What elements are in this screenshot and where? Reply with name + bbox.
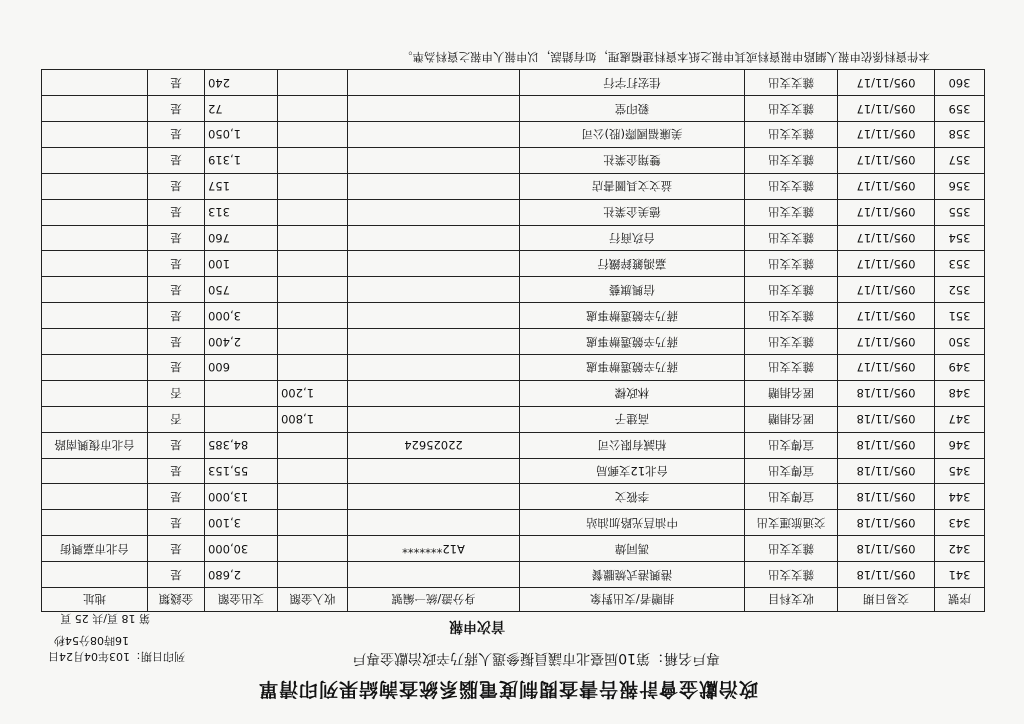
cell-expense (205, 380, 278, 406)
cell-category: 雜支支出 (745, 329, 838, 355)
cell-seq: 342 (935, 536, 985, 562)
cell-date: 095/11/18 (838, 458, 935, 484)
cell-party: 嘉鴻鍍鋅鐵行 (520, 251, 745, 277)
cell-date: 095/11/18 (838, 562, 935, 588)
cell-date: 095/11/17 (838, 173, 935, 199)
cell-date: 095/11/17 (838, 277, 935, 303)
cell-address (42, 380, 148, 406)
cell-category: 雜支支出 (745, 147, 838, 173)
table-row (42, 510, 985, 536)
cell-id-number (348, 562, 520, 588)
table-row (42, 354, 985, 380)
cell-income (278, 147, 348, 173)
cell-seq: 359 (935, 96, 985, 122)
table-header-row (42, 588, 985, 612)
cell-expense: 1,319 (205, 147, 278, 173)
cell-income (278, 173, 348, 199)
cell-party: 雙翔企業社 (520, 147, 745, 173)
cell-address (42, 406, 148, 432)
cell-income (278, 121, 348, 147)
footnote: 本件資料係依申報人網路申報資料或其申報之紙本資料建檔處理，如有錯誤，以申報人申報之資料為準。 (401, 50, 930, 64)
cell-cash-type: 是 (148, 536, 205, 562)
cell-cash-type: 是 (148, 121, 205, 147)
report-title: 政治獻金會計報告書查閱制度電腦系統查詢結果列印清單 (258, 678, 759, 700)
cell-cash-type: 是 (148, 458, 205, 484)
cell-id-number (348, 173, 520, 199)
transactions-table (41, 69, 985, 612)
cell-id-number (348, 510, 520, 536)
cell-category: 雜支支出 (745, 121, 838, 147)
cell-category: 雜支支出 (745, 225, 838, 251)
cell-party: 林政樑 (520, 380, 745, 406)
cell-income: 1,200 (278, 380, 348, 406)
cell-cash-type: 是 (148, 173, 205, 199)
cell-id-number (348, 147, 520, 173)
cell-address (42, 277, 148, 303)
table-row (42, 303, 985, 329)
table-row (42, 96, 985, 122)
cell-income: 1,800 (278, 406, 348, 432)
table-body (42, 70, 985, 588)
column-header-cash-type: 金錢類 (148, 588, 205, 612)
cell-expense (205, 406, 278, 432)
cell-expense: 84,385 (205, 432, 278, 458)
cell-date: 095/11/17 (838, 70, 935, 96)
table-row (42, 536, 985, 562)
cell-seq: 354 (935, 225, 985, 251)
cell-category: 匿名捐贈 (745, 380, 838, 406)
cell-expense: 13,000 (205, 484, 278, 510)
cell-address (42, 225, 148, 251)
cell-party: 蔣乃辛競選辦事處 (520, 354, 745, 380)
table-row (42, 147, 985, 173)
account-name: 專戶名稱：第10屆臺北市議員擬參選人蔣乃辛政治獻金專戶 (352, 650, 720, 666)
cell-seq: 357 (935, 147, 985, 173)
cell-party: 高建子 (520, 406, 745, 432)
cell-seq: 349 (935, 354, 985, 380)
table-row (42, 70, 985, 96)
cell-expense: 3,100 (205, 510, 278, 536)
cell-date: 095/11/17 (838, 96, 935, 122)
cell-income (278, 225, 348, 251)
cell-cash-type: 是 (148, 251, 205, 277)
column-header-income: 收入金額 (278, 588, 348, 612)
table-row (42, 562, 985, 588)
cell-category: 宣傳支出 (745, 432, 838, 458)
cell-category: 宣傳支出 (745, 458, 838, 484)
cell-address: 台北市復興南路 (42, 432, 148, 458)
cell-category: 雜支支出 (745, 354, 838, 380)
cell-party: 蔣乃辛競選辦事處 (520, 329, 745, 355)
cell-category: 雜支支出 (745, 536, 838, 562)
cell-date: 095/11/17 (838, 354, 935, 380)
table-row (42, 251, 985, 277)
cell-income (278, 251, 348, 277)
table-row (42, 121, 985, 147)
cell-cash-type: 是 (148, 562, 205, 588)
cell-expense: 1,050 (205, 121, 278, 147)
cell-income (278, 432, 348, 458)
cell-expense: 2,680 (205, 562, 278, 588)
cell-date: 095/11/18 (838, 484, 935, 510)
column-header-party: 捐贈者/支出對象 (520, 588, 745, 612)
column-header-expense: 支出金額 (205, 588, 278, 612)
cell-seq: 355 (935, 199, 985, 225)
cell-id-number (348, 70, 520, 96)
table-row (42, 199, 985, 225)
cell-party: 中油莒光路加油站 (520, 510, 745, 536)
table-row (42, 380, 985, 406)
cell-income (278, 303, 348, 329)
print-date-time: 16時08分54秒 (54, 634, 129, 647)
cell-party: 柏誠有限公司 (520, 432, 745, 458)
cell-expense: 72 (205, 96, 278, 122)
cell-income (278, 510, 348, 536)
cell-party: 德美企業社 (520, 199, 745, 225)
cell-expense: 100 (205, 251, 278, 277)
cell-cash-type: 否 (148, 406, 205, 432)
cell-expense: 157 (205, 173, 278, 199)
cell-category: 雜支支出 (745, 199, 838, 225)
cell-address (42, 251, 148, 277)
cell-address: 台北市嘉興街 (42, 536, 148, 562)
cell-category: 交通旅運支出 (745, 510, 838, 536)
cell-party: 毅印堂 (520, 96, 745, 122)
cell-seq: 352 (935, 277, 985, 303)
cell-party: 美廉福國際(股)公司 (520, 121, 745, 147)
cell-income (278, 354, 348, 380)
cell-expense: 2,400 (205, 329, 278, 355)
cell-date: 095/11/18 (838, 536, 935, 562)
cell-seq: 356 (935, 173, 985, 199)
cell-cash-type: 是 (148, 432, 205, 458)
cell-date: 095/11/17 (838, 251, 935, 277)
column-header-seq: 序號 (935, 588, 985, 612)
cell-cash-type: 是 (148, 199, 205, 225)
cell-category: 宣傳支出 (745, 484, 838, 510)
cell-seq: 343 (935, 510, 985, 536)
cell-income (278, 458, 348, 484)
cell-date: 095/11/17 (838, 329, 935, 355)
cell-address (42, 96, 148, 122)
cell-id-number (348, 277, 520, 303)
cell-category: 雜支支出 (745, 562, 838, 588)
cell-date: 095/11/17 (838, 303, 935, 329)
page-info: 第 18 頁/共 25 頁 (60, 612, 150, 625)
table-row (42, 225, 985, 251)
cell-seq: 347 (935, 406, 985, 432)
cell-address (42, 121, 148, 147)
cell-address (42, 303, 148, 329)
column-header-address: 地址 (42, 588, 148, 612)
cell-cash-type: 是 (148, 147, 205, 173)
cell-income (278, 562, 348, 588)
cell-date: 095/11/17 (838, 199, 935, 225)
cell-income (278, 536, 348, 562)
cell-cash-type: 是 (148, 484, 205, 510)
table-row (42, 329, 985, 355)
table-row (42, 484, 985, 510)
cell-cash-type: 否 (148, 380, 205, 406)
cell-address (42, 354, 148, 380)
cell-seq: 341 (935, 562, 985, 588)
cell-income (278, 96, 348, 122)
filing-type: 首次申報 (449, 618, 505, 634)
cell-seq: 348 (935, 380, 985, 406)
cell-expense: 30,000 (205, 536, 278, 562)
cell-seq: 344 (935, 484, 985, 510)
cell-date: 095/11/17 (838, 225, 935, 251)
cell-cash-type: 是 (148, 96, 205, 122)
column-header-date: 交易日期 (838, 588, 935, 612)
cell-party: 佳宏打字行 (520, 70, 745, 96)
table-row (42, 277, 985, 303)
cell-party: 信興旗藝 (520, 277, 745, 303)
table-row (42, 173, 985, 199)
cell-seq: 350 (935, 329, 985, 355)
print-date (48, 632, 185, 664)
cell-id-number: A12******* (348, 536, 520, 562)
cell-address (42, 70, 148, 96)
cell-id-number (348, 484, 520, 510)
cell-date: 095/11/17 (838, 121, 935, 147)
cell-cash-type: 是 (148, 354, 205, 380)
cell-category: 雜支支出 (745, 173, 838, 199)
cell-expense: 760 (205, 225, 278, 251)
cell-address (42, 329, 148, 355)
cell-address (42, 458, 148, 484)
cell-date: 095/11/18 (838, 510, 935, 536)
cell-party: 台玖商行 (520, 225, 745, 251)
cell-seq: 353 (935, 251, 985, 277)
table-row (42, 406, 985, 432)
cell-cash-type: 是 (148, 303, 205, 329)
cell-id-number (348, 303, 520, 329)
cell-income (278, 329, 348, 355)
cell-address (42, 510, 148, 536)
cell-id-number (348, 380, 520, 406)
cell-party: 馮同煒 (520, 536, 745, 562)
column-header-id-number: 身分證/統一編號 (348, 588, 520, 612)
cell-id-number (348, 329, 520, 355)
cell-seq: 346 (935, 432, 985, 458)
cell-address (42, 173, 148, 199)
print-date-day: 列印日期：103年04月24日 (48, 650, 185, 663)
cell-seq: 345 (935, 458, 985, 484)
cell-income (278, 199, 348, 225)
cell-seq: 358 (935, 121, 985, 147)
cell-expense: 750 (205, 277, 278, 303)
cell-id-number (348, 406, 520, 432)
cell-category: 雜支支出 (745, 96, 838, 122)
cell-category: 雜支支出 (745, 277, 838, 303)
cell-id-number: 22025624 (348, 432, 520, 458)
cell-expense: 55,153 (205, 458, 278, 484)
cell-address (42, 484, 148, 510)
cell-address (42, 199, 148, 225)
table-row (42, 432, 985, 458)
cell-category: 雜支支出 (745, 303, 838, 329)
cell-cash-type: 是 (148, 225, 205, 251)
cell-expense: 240 (205, 70, 278, 96)
cell-income (278, 277, 348, 303)
cell-address (42, 562, 148, 588)
cell-income (278, 484, 348, 510)
cell-id-number (348, 458, 520, 484)
cell-address (42, 147, 148, 173)
cell-party: 李筱文 (520, 484, 745, 510)
cell-date: 095/11/17 (838, 147, 935, 173)
column-header-category: 收支科目 (745, 588, 838, 612)
cell-id-number (348, 121, 520, 147)
cell-seq: 360 (935, 70, 985, 96)
cell-date: 095/11/18 (838, 380, 935, 406)
cell-expense: 313 (205, 199, 278, 225)
cell-expense: 3,000 (205, 303, 278, 329)
cell-party: 益文文具圖書店 (520, 173, 745, 199)
cell-category: 匿名捐贈 (745, 406, 838, 432)
cell-id-number (348, 199, 520, 225)
cell-date: 095/11/18 (838, 406, 935, 432)
cell-date: 095/11/18 (838, 432, 935, 458)
cell-income (278, 70, 348, 96)
cell-seq: 351 (935, 303, 985, 329)
cell-id-number (348, 96, 520, 122)
cell-party: 台北12支郵局 (520, 458, 745, 484)
cell-cash-type: 是 (148, 277, 205, 303)
cell-party: 港興港式燒臘餐 (520, 562, 745, 588)
cell-category: 雜支支出 (745, 251, 838, 277)
cell-party: 蔣乃辛競選辦事處 (520, 303, 745, 329)
cell-cash-type: 是 (148, 70, 205, 96)
cell-cash-type: 是 (148, 329, 205, 355)
cell-id-number (348, 225, 520, 251)
cell-id-number (348, 251, 520, 277)
cell-cash-type: 是 (148, 510, 205, 536)
cell-expense: 600 (205, 354, 278, 380)
cell-id-number (348, 354, 520, 380)
table-row (42, 458, 985, 484)
cell-category: 雜支支出 (745, 70, 838, 96)
